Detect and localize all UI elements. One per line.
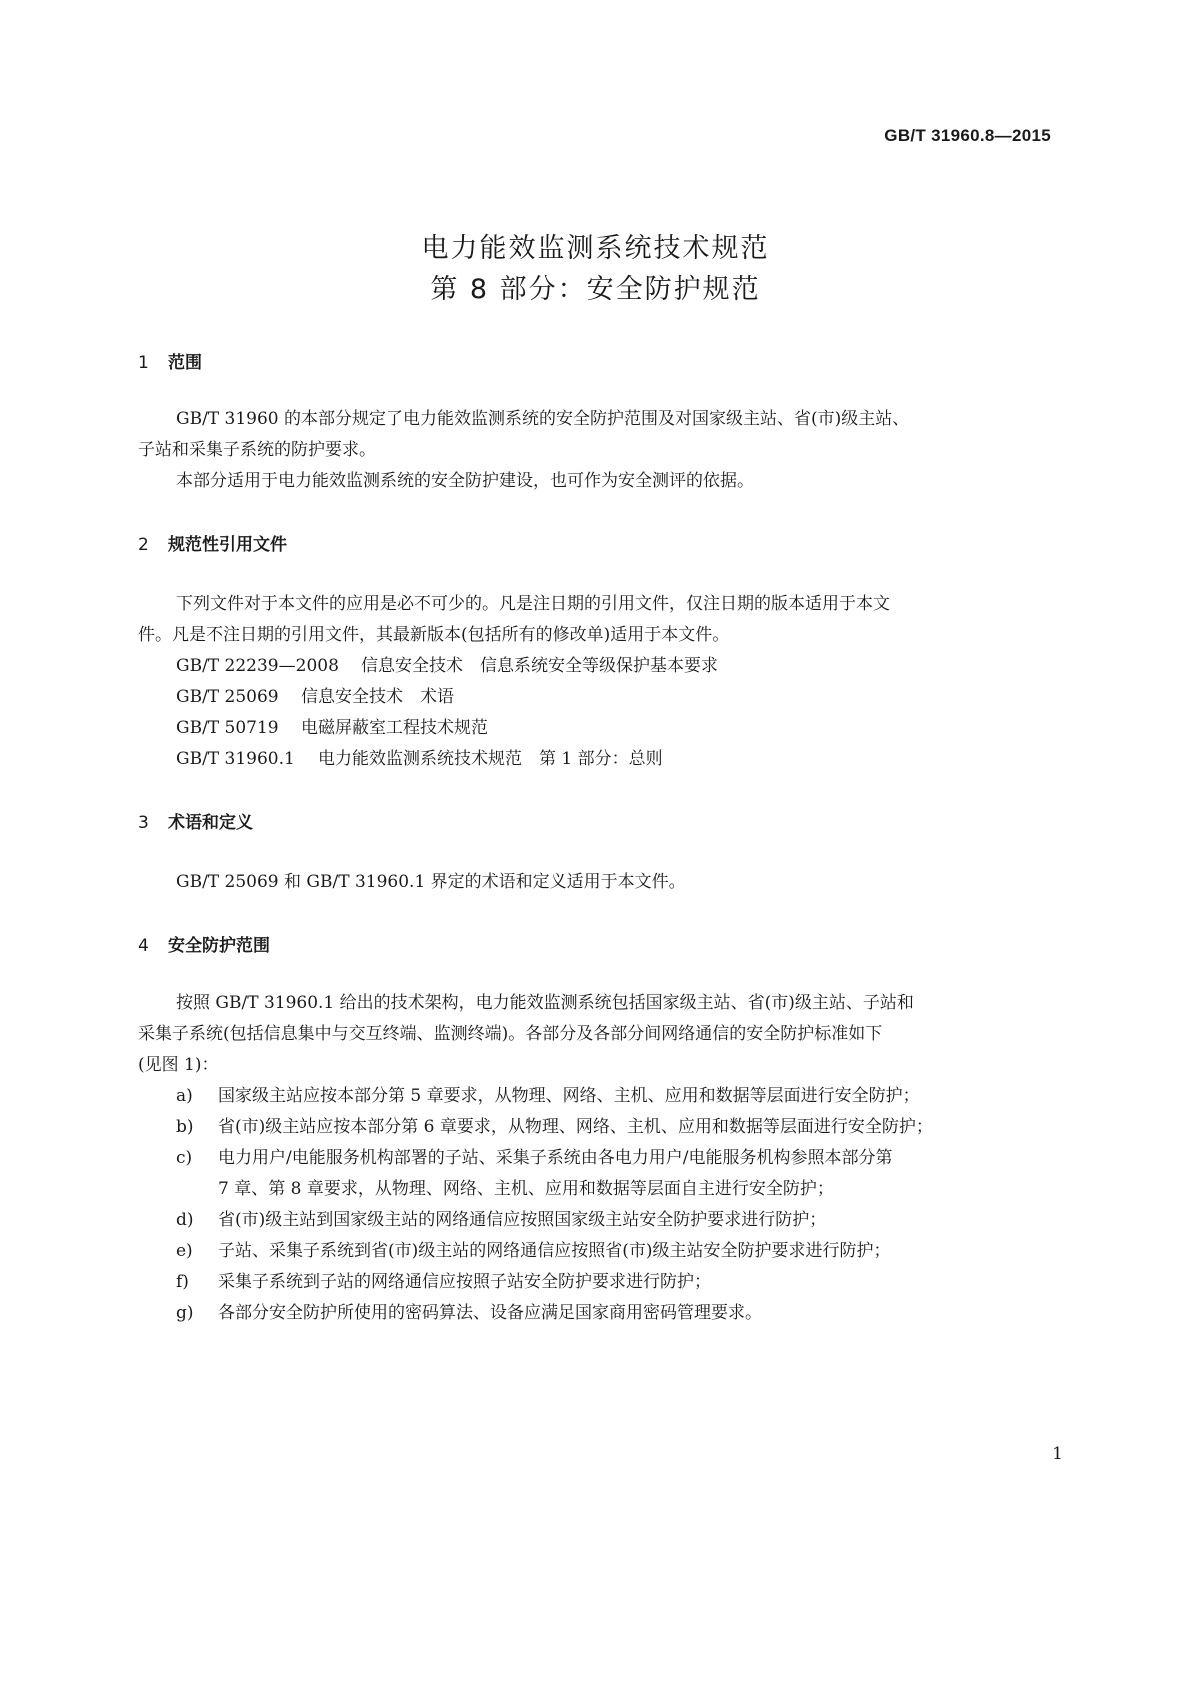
section-title: 规范性引用文件 (168, 535, 287, 555)
paragraph-line: (见图 1)： (138, 1055, 219, 1075)
list-item (176, 1205, 826, 1230)
reference-title: 电磁屏蔽室工程技术规范 (301, 718, 488, 738)
list-marker: a) (176, 1086, 193, 1106)
section-number: 1 (138, 353, 149, 373)
paragraph-line: 下列文件对于本文件的应用是必不可少的。凡是注日期的引用文件，仅注日期的版本适用于本文 (176, 594, 890, 614)
list-text: 子站、采集子系统到省(市)级主站的网络通信应按照省(市)级主站安全防护要求进行防护； (218, 1241, 891, 1261)
standard-code: GB/T 31960.8—2015 (884, 126, 1051, 145)
section-heading-1 (138, 348, 202, 373)
paragraph-line: 按照 GB/T 31960.1 给出的技术架构，电力能效监测系统包括国家级主站、省(市)级主站、子站和 (176, 993, 914, 1013)
list-marker: g) (176, 1303, 194, 1323)
section-heading-3 (138, 808, 253, 833)
list-item (176, 1143, 892, 1168)
reference-code: GB/T 31960.1 (176, 749, 295, 769)
section-heading-2 (138, 530, 287, 555)
section-number: 3 (138, 813, 149, 833)
section-title: 范围 (168, 353, 202, 373)
paragraph-line: 本部分适用于电力能效监测系统的安全防护建设，也可作为安全测评的依据。 (176, 471, 754, 491)
reference-item (176, 713, 488, 738)
page-number: 1 (1052, 1444, 1063, 1464)
section-title: 安全防护范围 (168, 936, 270, 956)
paragraph-line: 采集子系统(包括信息集中与交互终端、监测终端)。各部分及各部分间网络通信的安全防护标准如下 (138, 1024, 883, 1044)
list-marker: b) (176, 1117, 194, 1137)
section-number: 2 (138, 535, 149, 555)
paragraph-line: GB/T 31960 的本部分规定了电力能效监测系统的安全防护范围及对国家级主站、省(市)级主站、 (176, 409, 910, 429)
reference-title: 信息安全技术 术语 (301, 687, 454, 707)
list-text: 省(市)级主站到国家级主站的网络通信应按照国家级主站安全防护要求进行防护； (218, 1210, 827, 1230)
section-title: 术语和定义 (168, 813, 253, 833)
reference-title: 信息安全技术 信息系统安全等级保护基本要求 (361, 656, 718, 676)
list-marker: d) (176, 1210, 194, 1230)
list-item (176, 1298, 762, 1323)
list-text: 各部分安全防护所使用的密码算法、设备应满足国家商用密码管理要求。 (218, 1303, 762, 1323)
reference-code: GB/T 50719 (176, 718, 279, 738)
reference-item (176, 682, 454, 707)
list-text: 采集子系统到子站的网络通信应按照子站安全防护要求进行防护； (218, 1272, 711, 1292)
document-title-line1: 电力能效监测系统技术规范 (421, 233, 770, 264)
reference-item (176, 744, 663, 769)
reference-item (176, 651, 718, 676)
list-marker: e) (176, 1241, 193, 1261)
list-marker: c) (176, 1148, 193, 1168)
reference-title: 电力能效监测系统技术规范 第 1 部分：总则 (318, 749, 663, 769)
list-item (176, 1267, 711, 1292)
list-item (176, 1081, 920, 1106)
list-text: 国家级主站应按本部分第 5 章要求，从物理、网络、主机、应用和数据等层面进行安全防护； (218, 1086, 920, 1106)
list-item (176, 1236, 891, 1261)
paragraph-line: 子站和采集子系统的防护要求。 (138, 440, 376, 460)
list-text: 省(市)级主站应按本部分第 6 章要求，从物理、网络、主机、应用和数据等层面进行安全防护； (218, 1117, 933, 1137)
list-text-continuation: 7 章、第 8 章要求，从物理、网络、主机、应用和数据等层面自主进行安全防护； (218, 1179, 834, 1199)
document-title-line2: 第 8 部分：安全防护规范 (430, 274, 761, 305)
paragraph-line: 件。凡是不注日期的引用文件，其最新版本(包括所有的修改单)适用于本文件。 (138, 625, 730, 645)
reference-code: GB/T 22239—2008 (176, 656, 339, 676)
reference-code: GB/T 25069 (176, 687, 279, 707)
section-heading-4 (138, 931, 270, 956)
section-number: 4 (138, 936, 149, 956)
list-item (176, 1112, 933, 1137)
list-text: 电力用户/电能服务机构部署的子站、采集子系统由各电力用户/电能服务机构参照本部分第 (218, 1148, 893, 1168)
paragraph-line: GB/T 25069 和 GB/T 31960.1 界定的术语和定义适用于本文件。 (176, 872, 686, 892)
list-marker: f) (176, 1272, 189, 1292)
